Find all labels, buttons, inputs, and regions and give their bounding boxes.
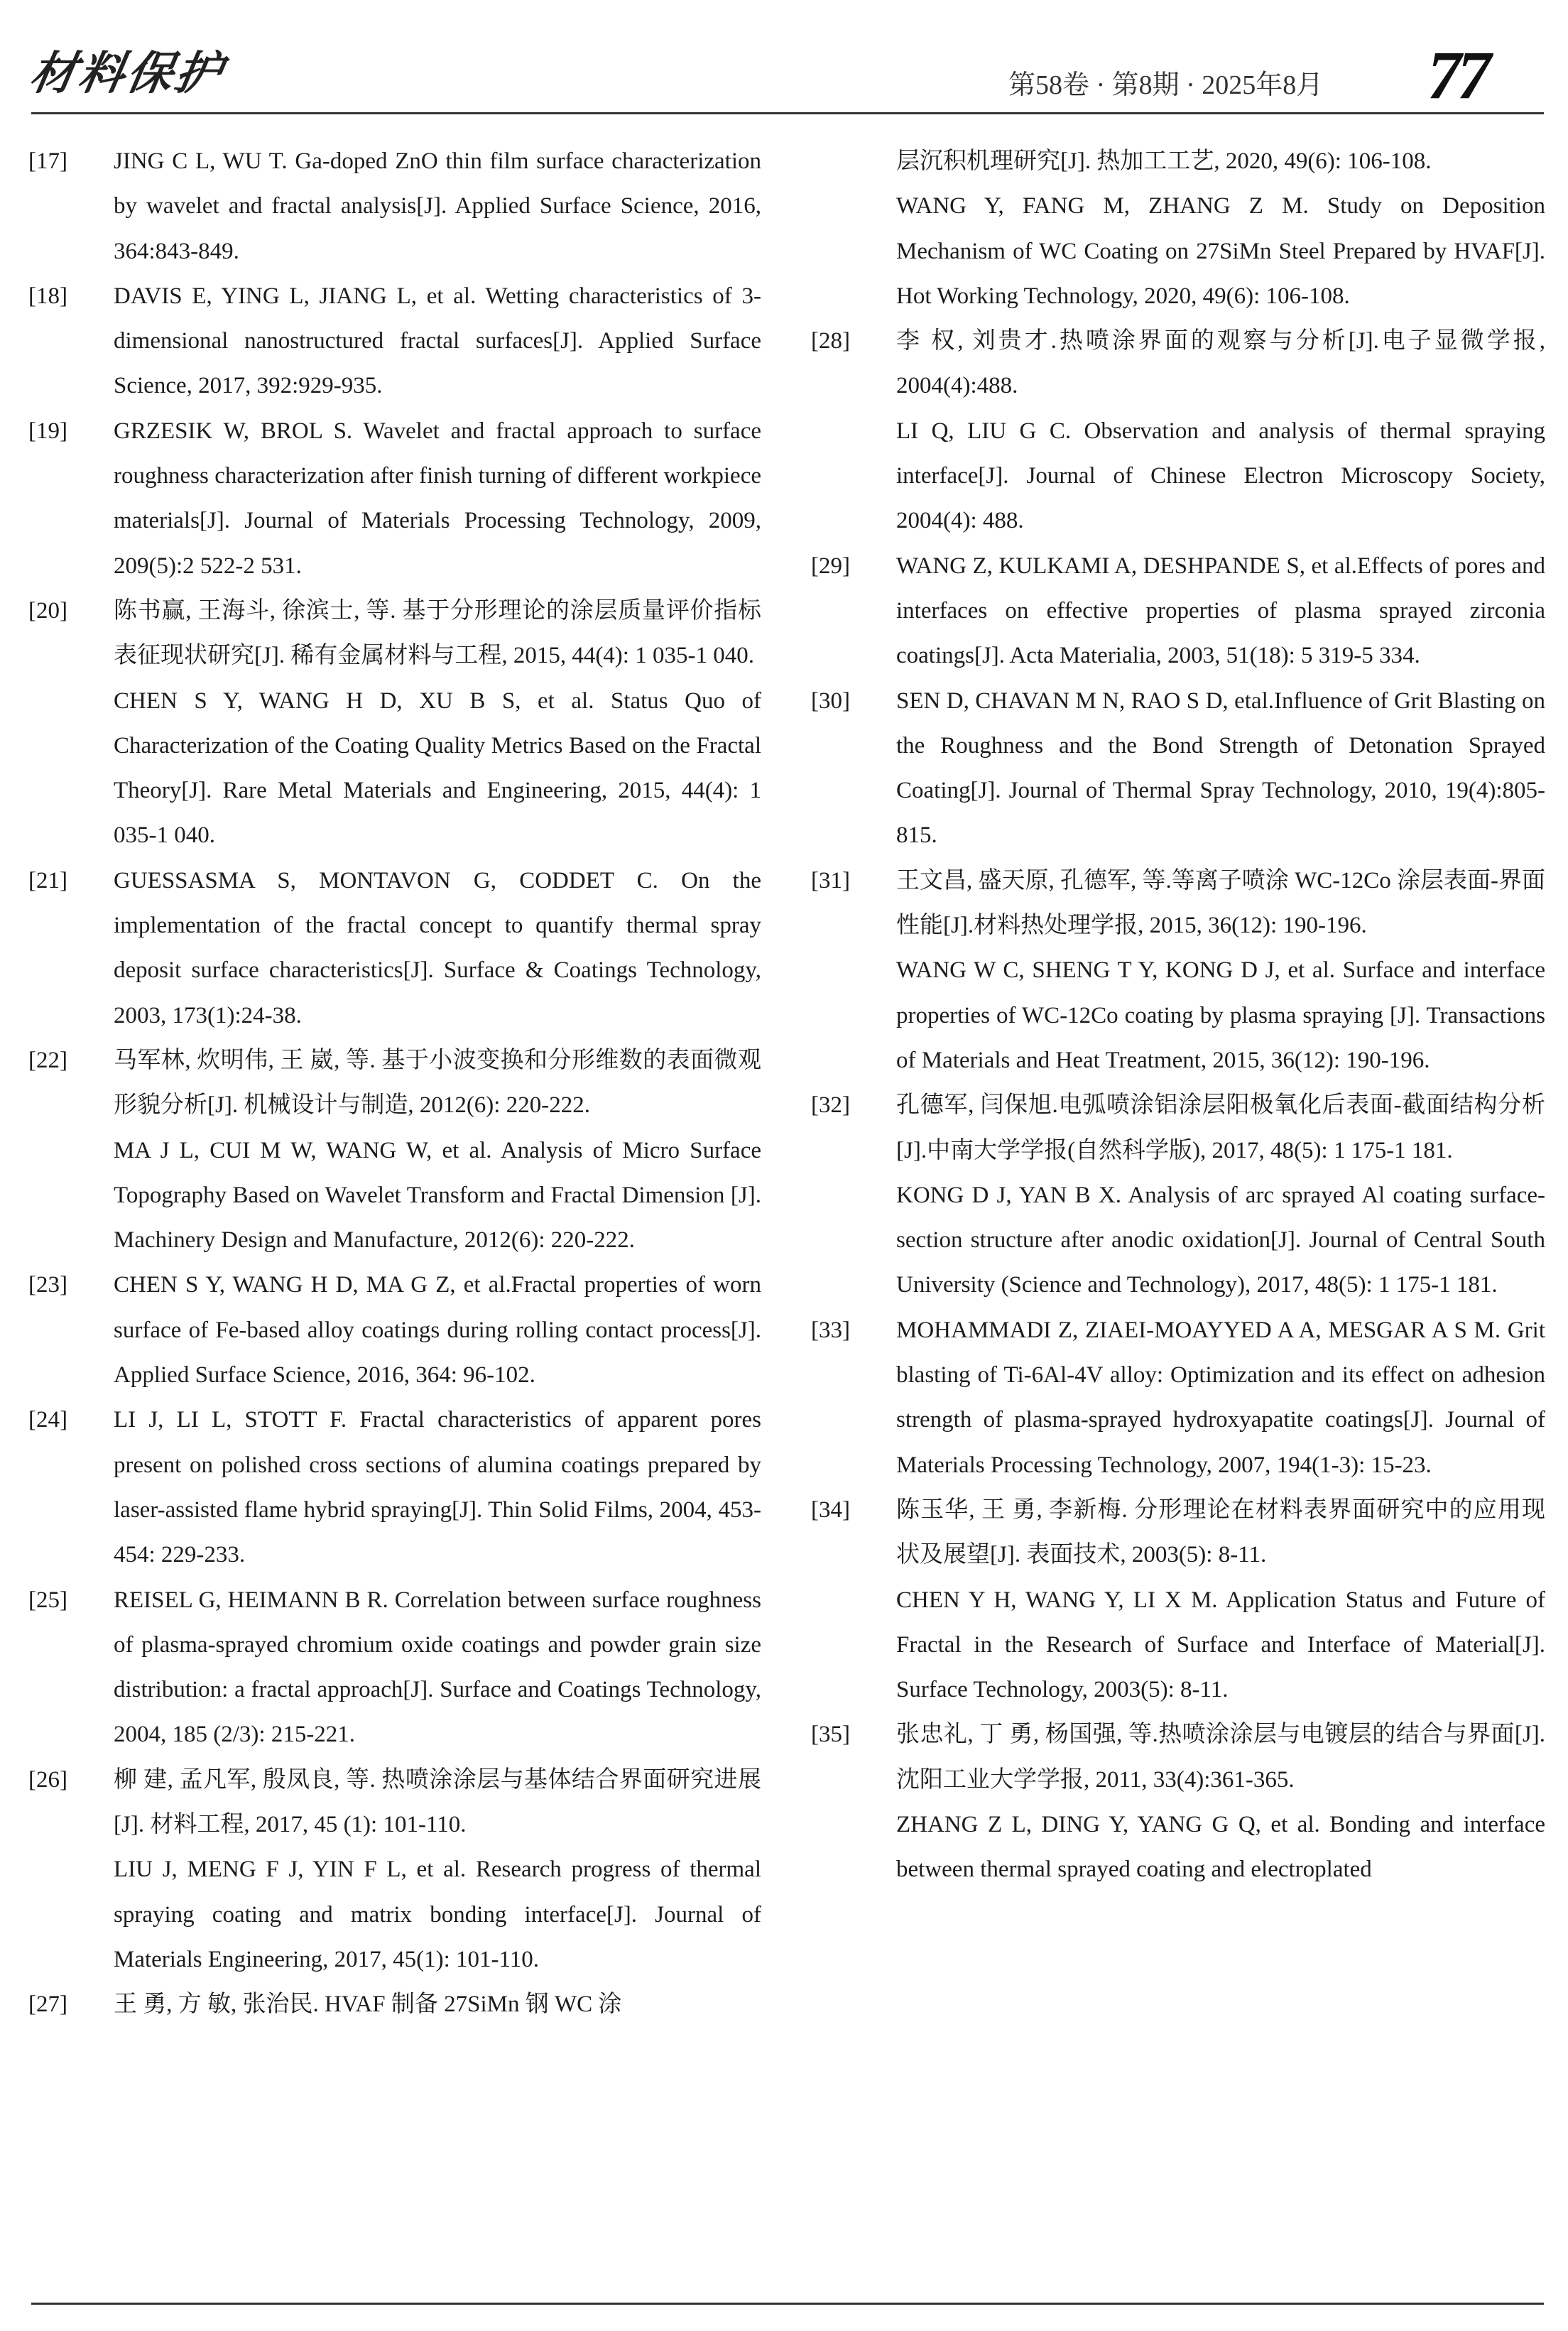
- reference-text: REISEL G, HEIMANN B R. Correlation between surface roughness of plasma-sprayed chromium oxide coatings and powder grain size distribution: a fractal approach[J]. Surface and Coatings Technology, 2004, 185 (2/3): 215-221.: [114, 1587, 761, 1748]
- reference-27-translation: WANG Y, FANG M, ZHANG Z M. Study on Deposition Mechanism of WC Coating on 27SiMn Steel Prepared by HVAF[J]. Hot Working Technology, 2020, 49(6): 106-108.: [896, 193, 1545, 309]
- reference-translation: CHEN S Y, WANG H D, XU B S, et al. Status Quo of Characterization of the Coating Quality Metrics Based on the Fractal Theory[J]. Rare Metal Materials and Engineering, 2015, 44(4): 1 035-1 040.: [114, 688, 761, 849]
- reference-27-continuation: 层沉积机理研究[J]. 热加工工艺, 2020, 49(6): 106-108.: [896, 148, 1432, 174]
- reference-25: [28, 1578, 761, 1758]
- reference-text: LI J, LI L, STOTT F. Fractal characteristics of apparent pores present on polished cross sections of alumina coatings prepared by laser-assisted flame hybrid spraying[J]. Thin Solid Films, 2004, 453-454: 229-233.: [114, 1407, 761, 1568]
- reference-17: [28, 139, 761, 274]
- journal-logo: 材料保护: [26, 47, 229, 100]
- reference-number: [24]: [28, 1407, 67, 1433]
- reference-21: [28, 859, 761, 1038]
- reference-number: [34]: [811, 1496, 850, 1523]
- reference-text: 柳 建, 孟凡军, 殷凤良, 等. 热喷涂涂层与基体结合界面研究进展[J]. 材料工程, 2017, 45 (1): 101-110.: [114, 1766, 761, 1837]
- footer-rule: [31, 2303, 1544, 2305]
- reference-number: [21]: [28, 867, 67, 893]
- reference-text: 王文昌, 盛天原, 孔德军, 等.等离子喷涂 WC-12Co 涂层表面-界面性能[J].材料热处理学报, 2015, 36(12): 190-196.: [896, 867, 1545, 939]
- reference-18: [28, 274, 761, 409]
- reference-22: [28, 1038, 761, 1263]
- reference-number: [29]: [811, 553, 850, 579]
- reference-33: [811, 1308, 1545, 1488]
- reference-number: [28]: [811, 328, 850, 354]
- reference-number: [18]: [28, 283, 67, 309]
- reference-number: [17]: [28, 148, 67, 174]
- reference-number: [32]: [811, 1092, 850, 1119]
- reference-24: [28, 1398, 761, 1577]
- reference-text: 孔德军, 闫保旭.电弧喷涂铝涂层阳极氧化后表面-截面结构分析[J].中南大学学报(自然科学版), 2017, 48(5): 1 175-1 181.: [896, 1092, 1545, 1163]
- reference-30: [811, 679, 1545, 859]
- reference-number: [25]: [28, 1587, 67, 1613]
- reference-translation: CHEN Y H, WANG Y, LI X M. Application Status and Future of Fractal in the Research of Surface and Interface of Material[J]. Surface Technology, 2003(5): 8-11.: [896, 1587, 1545, 1703]
- reference-27: [28, 1982, 761, 2027]
- reference-text: 王 勇, 方 敏, 张治民. HVAF 制备 27SiMn 钢 WC 涂: [114, 1992, 622, 2018]
- reference-number: [30]: [811, 688, 850, 714]
- header-rule: [31, 112, 1544, 114]
- reference-text: GUESSASMA S, MONTAVON G, CODDET C. On the implementation of the fractal concept to quantify thermal spray deposit surface characteristics[J]. Surface & Coatings Technology, 2003, 173(1):24-38.: [114, 867, 761, 1028]
- reference-text: 李 权, 刘贵才.热喷涂界面的观察与分析[J].电子显微学报, 2004(4):488.: [896, 328, 1545, 399]
- issue-info: 第58卷 · 第8期 · 2025年8月: [1008, 70, 1324, 100]
- reference-translation: WANG W C, SHENG T Y, KONG D J, et al. Surface and interface properties of WC-12Co coating by plasma spraying [J]. Transactions of Materials and Heat Treatment, 2015, 36(12): 190-196.: [896, 957, 1545, 1073]
- reference-text: 陈玉华, 王 勇, 李新梅. 分形理论在材料表界面研究中的应用现状及展望[J]. 表面技术, 2003(5): 8-11.: [896, 1496, 1545, 1568]
- reference-number: [26]: [28, 1766, 67, 1793]
- reference-number: [35]: [811, 1722, 850, 1748]
- reference-text: 马军林, 炊明伟, 王 崴, 等. 基于小波变换和分形维数的表面微观形貌分析[J]. 机械设计与制造, 2012(6): 220-222.: [114, 1047, 761, 1119]
- reference-23: [28, 1263, 761, 1398]
- reference-translation: LIU J, MENG F J, YIN F L, et al. Research progress of thermal spraying coating and matrix bonding interface[J]. Journal of Materials Engineering, 2017, 45(1): 101-110.: [114, 1857, 761, 1972]
- reference-20: [28, 589, 761, 859]
- reference-text: GRZESIK W, BROL S. Wavelet and fractal approach to surface roughness characterization after finish turning of different workpiece materials[J]. Journal of Materials Processing Technology, 2009, 209(5):2 522-2 531.: [114, 418, 761, 579]
- reference-number: [20]: [28, 597, 67, 624]
- reference-35: [811, 1712, 1545, 1892]
- reference-number: [22]: [28, 1047, 67, 1073]
- reference-32: [811, 1083, 1545, 1308]
- reference-translation: KONG D J, YAN B X. Analysis of arc sprayed Al coating surface-section structure after anodic oxidation[J]. Journal of Central South University (Science and Technology), 2017, 48(5): 1 175-1 181.: [896, 1182, 1545, 1298]
- reference-text: MOHAMMADI Z, ZIAEI-MOAYYED A A, MESGAR A S M. Grit blasting of Ti-6Al-4V alloy: Optimization and its effect on adhesion strength of plasma-sprayed hydroxyapatite coatings[J]. Journal of Materials Processing Technology, 2007, 194(1-3): 15-23.: [896, 1317, 1545, 1478]
- right-column: [811, 139, 1545, 1893]
- reference-text: SEN D, CHAVAN M N, RAO S D, etal.Influence of Grit Blasting on the Roughness and the Bond Strength of Detonation Sprayed Coating[J]. Journal of Thermal Spray Technology, 2010, 19(4):805-815.: [896, 688, 1545, 849]
- reference-31: [811, 859, 1545, 1083]
- reference-34: [811, 1488, 1545, 1712]
- reference-number: [27]: [28, 1992, 67, 2018]
- reference-text: 陈书赢, 王海斗, 徐滨士, 等. 基于分形理论的涂层质量评价指标表征现状研究[J]. 稀有金属材料与工程, 2015, 44(4): 1 035-1 040.: [114, 597, 761, 669]
- reference-29: [811, 544, 1545, 679]
- reference-translation: MA J L, CUI M W, WANG W, et al. Analysis of Micro Surface Topography Based on Wavelet Transform and Fractal Dimension [J]. Machinery Design and Manufacture, 2012(6): 220-222.: [114, 1137, 761, 1254]
- reference-translation: ZHANG Z L, DING Y, YANG G Q, et al. Bonding and interface between thermal sprayed coating and electroplated: [896, 1811, 1545, 1883]
- reference-number: [33]: [811, 1317, 850, 1343]
- reference-text: CHEN S Y, WANG H D, MA G Z, et al.Fractal properties of worn surface of Fe-based alloy coatings during rolling contact process[J]. Applied Surface Science, 2016, 364: 96-102.: [114, 1272, 761, 1389]
- reference-number: [31]: [811, 867, 850, 893]
- reference-translation: LI Q, LIU G C. Observation and analysis of thermal spraying interface[J]. Journal of Chinese Electron Microscopy Society, 2004(4): 488.: [896, 418, 1545, 534]
- reference-text: JING C L, WU T. Ga-doped ZnO thin film surface characterization by wavelet and fractal analysis[J]. Applied Surface Science, 2016, 364:843-849.: [114, 148, 761, 264]
- page-number: 77: [1427, 37, 1487, 113]
- reference-28: [811, 319, 1545, 543]
- reference-19: [28, 409, 761, 589]
- reference-text: DAVIS E, YING L, JIANG L, et al. Wetting characteristics of 3-dimensional nanostructured fractal surfaces[J]. Applied Surface Science, 2017, 392:929-935.: [114, 283, 761, 399]
- reference-number: [19]: [28, 418, 67, 444]
- reference-number: [23]: [28, 1272, 67, 1298]
- left-column: [28, 139, 761, 2027]
- reference-text: WANG Z, KULKAMI A, DESHPANDE S, et al.Effects of pores and interfaces on effective properties of plasma sprayed zirconia coatings[J]. Acta Materialia, 2003, 51(18): 5 319-5 334.: [896, 553, 1545, 669]
- reference-text: 张忠礼, 丁 勇, 杨国强, 等.热喷涂涂层与电镀层的结合与界面[J].沈阳工业大学学报, 2011, 33(4):361-365.: [896, 1722, 1545, 1793]
- reference-26: [28, 1758, 761, 1982]
